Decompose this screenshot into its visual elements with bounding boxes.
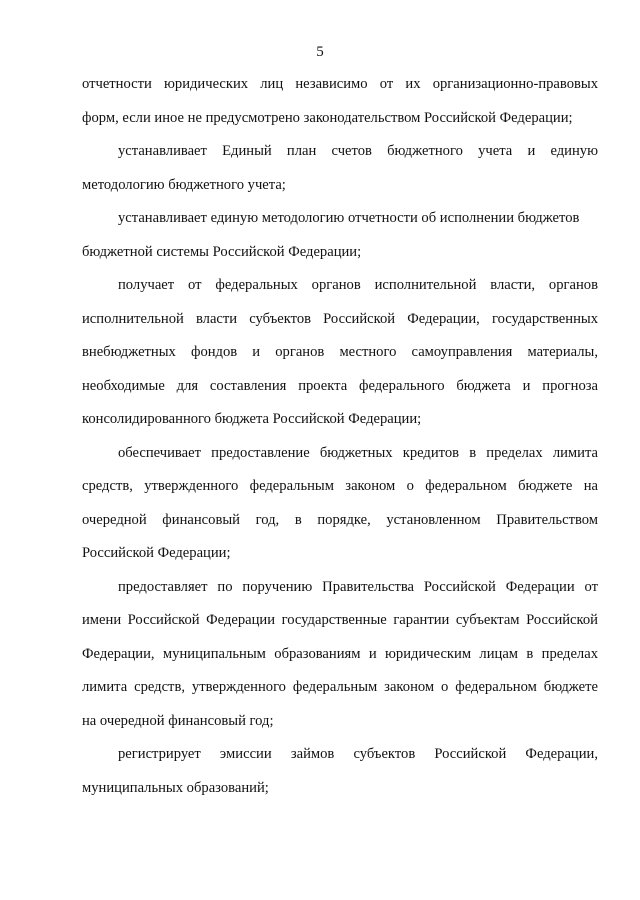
text-line: устанавливает единую методологию отчетности об исполнении бюджетов: [118, 210, 580, 226]
text-line: Российской Федерации;: [82, 545, 231, 561]
text-line: исполнительной власти субъектов Российской Федерации, государственных: [82, 310, 598, 327]
text-line: форм, если иное не предусмотрено законодательством Российской Федерации;: [82, 109, 573, 126]
text-line: регистрирует эмиссии займов субъектов Российской Федерации,: [118, 746, 598, 762]
text-line: на очередной финансовый год;: [82, 712, 274, 729]
text-line: методологию бюджетного учета;: [82, 176, 286, 193]
text-line: Федерации, муниципальным образованиям и юридическим лицам в пределах: [82, 645, 598, 662]
text-line: внебюджетных фондов и органов местного самоуправления материалы,: [82, 344, 598, 360]
text-line: обеспечивает предоставление бюджетных кредитов в пределах лимита: [118, 444, 598, 461]
text-line: очередной финансовый год, в порядке, установленном Правительством: [82, 511, 598, 528]
text-line: лимита средств, утвержденного федеральным законом о федеральном бюджете: [82, 679, 598, 695]
document-body: [82, 68, 598, 805]
text-line: предоставляет по поручению Правительства Российской Федерации от: [118, 578, 598, 595]
page-number: 5: [316, 44, 324, 60]
text-line: средств, утвержденного федеральным законом о федеральном бюджете на: [82, 478, 598, 494]
text-line: получает от федеральных органов исполнительной власти, органов: [118, 277, 598, 293]
text-line: устанавливает Единый план счетов бюджетного учета и единую: [118, 143, 598, 159]
text-line: отчетности юридических лиц независимо от их организационно-правовых: [82, 76, 598, 92]
text-line: необходимые для составления проекта федерального бюджета и прогноза: [82, 377, 598, 394]
text-line: бюджетной системы Российской Федерации;: [82, 243, 362, 260]
text-line: имени Российской Федерации государственные гарантии субъектам Российской: [82, 612, 598, 628]
text-line: консолидированного бюджета Российской Федерации;: [82, 411, 422, 427]
text-line: муниципальных образований;: [82, 779, 269, 796]
